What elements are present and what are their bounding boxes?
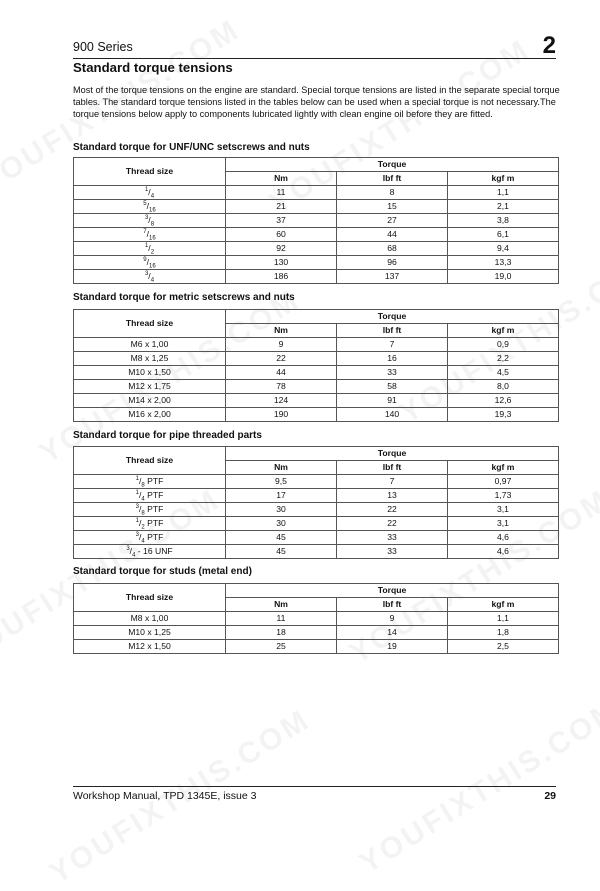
thread-suffix: PTF: [144, 518, 164, 528]
fraction-denominator: 8: [141, 482, 145, 489]
table-row: [74, 612, 559, 626]
table-row: [74, 517, 559, 531]
lbf-ft-cell: 19: [337, 640, 448, 654]
nm-cell: 186: [226, 270, 337, 284]
lbf-ft-cell: 33: [337, 366, 448, 380]
thread-size-cell: M8 x 1,00: [74, 612, 226, 626]
nm-cell: 9: [226, 338, 337, 352]
table-row: [74, 545, 559, 559]
manual-reference: Workshop Manual, TPD 1345E, issue 3: [73, 790, 257, 802]
fraction-numerator: 3: [126, 546, 130, 553]
kgf-m-cell: 1,1: [448, 186, 559, 200]
fraction-slash: /: [146, 257, 150, 267]
lbf-ft-cell: 22: [337, 503, 448, 517]
thread-size-cell: [74, 531, 226, 545]
fraction-numerator: 3: [144, 271, 149, 278]
table-row: [74, 256, 559, 270]
table-row: [74, 626, 559, 640]
lbf-ft-cell: 9: [337, 612, 448, 626]
table-row: [74, 214, 559, 228]
fraction-slash: /: [148, 243, 151, 253]
nm-cell: 45: [226, 531, 337, 545]
thread-size-cell: [74, 186, 226, 200]
thread-size-cell: [74, 200, 226, 214]
col-lbf-ft: lbf ft: [337, 598, 448, 612]
kgf-m-cell: 12,6: [448, 394, 559, 408]
col-thread-size: Thread size: [74, 158, 226, 186]
col-lbf-ft: lbf ft: [337, 461, 448, 475]
section-title-studs: Standard torque for studs (metal end): [73, 566, 252, 577]
fraction-denominator: 8: [141, 510, 145, 517]
nm-cell: 21: [226, 200, 337, 214]
lbf-ft-cell: 15: [337, 200, 448, 214]
table-row: [74, 489, 559, 503]
table-row: [74, 408, 559, 422]
col-kgf-m: kgf m: [448, 461, 559, 475]
fraction-slash: /: [138, 518, 142, 528]
kgf-m-cell: 8,0: [448, 380, 559, 394]
kgf-m-cell: 4,6: [448, 545, 559, 559]
kgf-m-cell: 0,97: [448, 475, 559, 489]
torque-table-metric: [73, 309, 559, 422]
col-nm: Nm: [226, 324, 337, 338]
col-thread-size: Thread size: [74, 310, 226, 338]
lbf-ft-cell: 91: [337, 394, 448, 408]
table-row: [74, 186, 559, 200]
col-kgf-m: kgf m: [448, 324, 559, 338]
thread-size-cell: [74, 270, 226, 284]
nm-cell: 11: [226, 612, 337, 626]
col-nm: Nm: [226, 598, 337, 612]
nm-cell: 190: [226, 408, 337, 422]
kgf-m-cell: 2,2: [448, 352, 559, 366]
kgf-m-cell: 3,1: [448, 517, 559, 531]
nm-cell: 60: [226, 228, 337, 242]
fraction-numerator: 1: [144, 243, 149, 250]
page-number: 29: [544, 790, 556, 802]
lbf-ft-cell: 58: [337, 380, 448, 394]
fraction-slash: /: [146, 201, 150, 211]
lbf-ft-cell: 22: [337, 517, 448, 531]
fraction-numerator: 1: [135, 476, 139, 483]
thread-suffix: PTF: [144, 504, 164, 514]
table-row: [74, 338, 559, 352]
kgf-m-cell: 19,3: [448, 408, 559, 422]
thread-size-cell: [74, 228, 226, 242]
nm-cell: 37: [226, 214, 337, 228]
torque-table-unf: [73, 157, 559, 284]
nm-cell: 11: [226, 186, 337, 200]
thread-size-cell: M10 x 1,50: [74, 366, 226, 380]
lbf-ft-cell: 33: [337, 531, 448, 545]
fraction-denominator: 4: [150, 193, 155, 200]
thread-size-cell: [74, 256, 226, 270]
fraction-numerator: 7: [143, 229, 147, 236]
lbf-ft-cell: 27: [337, 214, 448, 228]
torque-table-studs: [73, 583, 559, 654]
lbf-ft-cell: 14: [337, 626, 448, 640]
fraction-numerator: 9: [143, 257, 147, 264]
nm-cell: 9,5: [226, 475, 337, 489]
nm-cell: 18: [226, 626, 337, 640]
nm-cell: 30: [226, 503, 337, 517]
table-row: [74, 640, 559, 654]
thread-suffix: PTF: [144, 532, 164, 542]
thread-size-cell: M6 x 1,00: [74, 338, 226, 352]
table-row: [74, 503, 559, 517]
col-nm: Nm: [226, 172, 337, 186]
kgf-m-cell: 1,1: [448, 612, 559, 626]
nm-cell: 17: [226, 489, 337, 503]
fraction-numerator: 1: [135, 518, 139, 525]
kgf-m-cell: 2,1: [448, 200, 559, 214]
fraction-slash: /: [138, 490, 142, 500]
fraction-slash: /: [138, 476, 142, 486]
fraction-denominator: 2: [150, 249, 155, 256]
thread-size-cell: [74, 489, 226, 503]
chapter-number: 2: [542, 32, 556, 59]
nm-cell: 25: [226, 640, 337, 654]
fraction-denominator: 16: [149, 207, 156, 214]
page-header: [73, 30, 556, 59]
fraction-numerator: 1: [144, 187, 149, 194]
torque-table-pipe: [73, 446, 559, 559]
col-thread-size: Thread size: [74, 447, 226, 475]
thread-size-cell: M8 x 1,25: [74, 352, 226, 366]
lbf-ft-cell: 137: [337, 270, 448, 284]
lbf-ft-cell: 44: [337, 228, 448, 242]
thread-suffix: - 16 UNF: [135, 546, 173, 556]
kgf-m-cell: 9,4: [448, 242, 559, 256]
col-torque: Torque: [226, 584, 559, 598]
fraction-slash: /: [146, 229, 150, 239]
nm-cell: 22: [226, 352, 337, 366]
table-row: [74, 380, 559, 394]
fraction-numerator: 3: [135, 504, 139, 511]
kgf-m-cell: 19,0: [448, 270, 559, 284]
thread-size-cell: [74, 242, 226, 256]
thread-suffix: PTF: [144, 490, 164, 500]
fraction-denominator: 2: [141, 524, 145, 531]
thread-size-cell: [74, 475, 226, 489]
col-kgf-m: kgf m: [448, 172, 559, 186]
kgf-m-cell: 1,8: [448, 626, 559, 640]
nm-cell: 44: [226, 366, 337, 380]
table-row: [74, 531, 559, 545]
kgf-m-cell: 1,73: [448, 489, 559, 503]
fraction-numerator: 5: [143, 201, 147, 208]
section-title-unf: Standard torque for UNF/UNC setscrews and nuts: [73, 142, 310, 153]
table-row: [74, 366, 559, 380]
col-torque: Torque: [226, 447, 559, 461]
thread-suffix: PTF: [144, 476, 164, 486]
fraction-slash: /: [148, 187, 151, 197]
nm-cell: 92: [226, 242, 337, 256]
page-title: Standard torque tensions: [73, 60, 233, 75]
fraction-numerator: 3: [144, 215, 149, 222]
nm-cell: 124: [226, 394, 337, 408]
fraction-numerator: 3: [135, 532, 139, 539]
lbf-ft-cell: 16: [337, 352, 448, 366]
fraction-denominator: 4: [150, 277, 155, 284]
thread-size-cell: M12 x 1,50: [74, 640, 226, 654]
col-torque: Torque: [226, 158, 559, 172]
thread-size-cell: M12 x 1,75: [74, 380, 226, 394]
col-kgf-m: kgf m: [448, 598, 559, 612]
table-row: [74, 394, 559, 408]
table-row: [74, 242, 559, 256]
col-lbf-ft: lbf ft: [337, 172, 448, 186]
kgf-m-cell: 6,1: [448, 228, 559, 242]
fraction-denominator: 16: [149, 263, 156, 270]
kgf-m-cell: 3,8: [448, 214, 559, 228]
page-footer: [73, 786, 556, 801]
thread-size-cell: [74, 214, 226, 228]
col-nm: Nm: [226, 461, 337, 475]
fraction-slash: /: [138, 532, 142, 542]
nm-cell: 30: [226, 517, 337, 531]
table-row: [74, 475, 559, 489]
fraction-denominator: 8: [150, 221, 155, 228]
kgf-m-cell: 0,9: [448, 338, 559, 352]
thread-size-cell: [74, 517, 226, 531]
col-torque: Torque: [226, 310, 559, 324]
nm-cell: 45: [226, 545, 337, 559]
col-lbf-ft: lbf ft: [337, 324, 448, 338]
lbf-ft-cell: 140: [337, 408, 448, 422]
table-row: [74, 270, 559, 284]
lbf-ft-cell: 68: [337, 242, 448, 256]
kgf-m-cell: 4,5: [448, 366, 559, 380]
thread-size-cell: M14 x 2,00: [74, 394, 226, 408]
kgf-m-cell: 4,6: [448, 531, 559, 545]
fraction-slash: /: [148, 271, 151, 281]
lbf-ft-cell: 13: [337, 489, 448, 503]
kgf-m-cell: 3,1: [448, 503, 559, 517]
fraction-slash: /: [138, 504, 142, 514]
section-title-metric: Standard torque for metric setscrews and nuts: [73, 292, 295, 303]
thread-size-cell: M10 x 1,25: [74, 626, 226, 640]
series-label: 900 Series: [73, 40, 133, 54]
kgf-m-cell: 13,3: [448, 256, 559, 270]
fraction-denominator: 4: [141, 496, 145, 503]
kgf-m-cell: 2,5: [448, 640, 559, 654]
fraction-slash: /: [148, 215, 151, 225]
section-title-pipe: Standard torque for pipe threaded parts: [73, 430, 262, 441]
lbf-ft-cell: 33: [337, 545, 448, 559]
nm-cell: 78: [226, 380, 337, 394]
table-row: [74, 228, 559, 242]
fraction-slash: /: [129, 546, 133, 556]
thread-size-cell: M16 x 2,00: [74, 408, 226, 422]
table-row: [74, 352, 559, 366]
table-row: [74, 200, 559, 214]
lbf-ft-cell: 7: [337, 475, 448, 489]
fraction-denominator: 4: [132, 552, 136, 559]
lbf-ft-cell: 8: [337, 186, 448, 200]
lbf-ft-cell: 96: [337, 256, 448, 270]
fraction-denominator: 4: [141, 538, 145, 545]
thread-size-cell: [74, 545, 226, 559]
lbf-ft-cell: 7: [337, 338, 448, 352]
intro-paragraph: Most of the torque tensions on the engine are standard. Special torque tensions are listed in the separate special torque tables. The standard torque tensions listed in the tables below can be used when a special torque is not necessary.The torque tensions below apply to components lubricated lightly with clean engine oil before they are fitted.: [73, 85, 560, 119]
col-thread-size: Thread size: [74, 584, 226, 612]
thread-size-cell: [74, 503, 226, 517]
nm-cell: 130: [226, 256, 337, 270]
fraction-denominator: 16: [149, 235, 156, 242]
fraction-numerator: 1: [135, 490, 139, 497]
